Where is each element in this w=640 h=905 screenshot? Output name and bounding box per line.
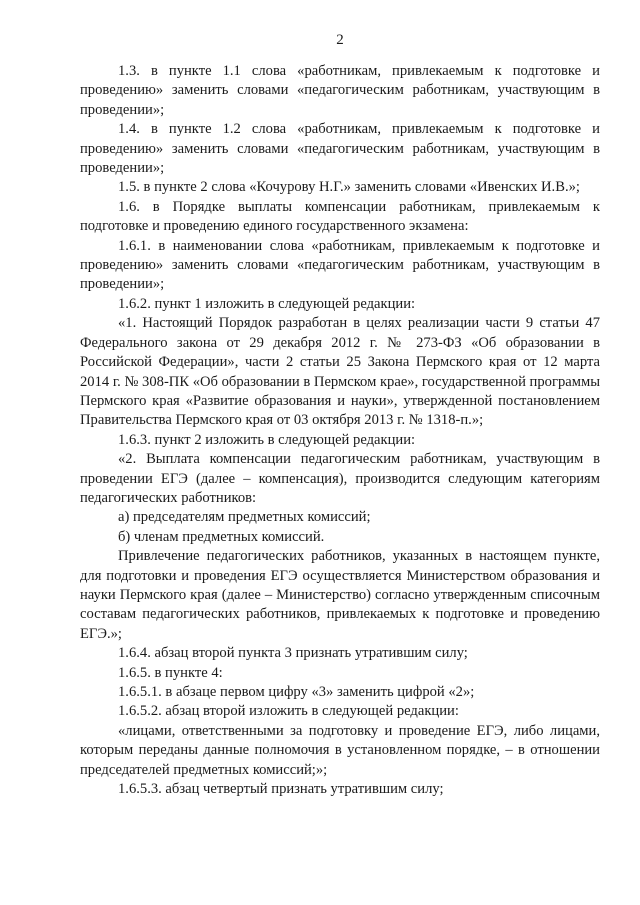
paragraph-1-5: 1.5. в пункте 2 слова «Кочурову Н.Г.» заменить словами «Ивенских И.В.»; (118, 179, 580, 196)
paragraph-1-6-5-3: 1.6.5.3. абзац четвертый признать утратившим силу; (118, 781, 444, 798)
paragraph-1-6: 1.6. в Порядке выплаты компенсации работникам, привлекаемым к подготовке и проведению единого государственного экзамена: (80, 198, 600, 235)
document-body (80, 62, 600, 799)
paragraph-1-6-4: 1.6.4. абзац второй пункта 3 признать утратившим силу; (118, 645, 468, 662)
paragraph-1-6-3: 1.6.3. пункт 2 изложить в следующей редакции: (118, 431, 416, 448)
paragraph-1-4: 1.4. в пункте 1.2 слова «работникам, привлекаемым к подготовке и проведению» заменить словами «педагогическим работникам, участвующим в проведении»; (80, 121, 600, 177)
paragraph-item-b: б) членам предметных комиссий. (118, 528, 325, 545)
page-number: 2 (336, 32, 344, 48)
document-page (80, 30, 600, 799)
paragraph-1-6-2: 1.6.2. пункт 1 изложить в следующей редакции: (118, 295, 416, 312)
paragraph-point-2-text: «2. Выплата компенсации педагогическим работникам, участвующим в проведении ЕГЭ (далее – компенсация), производится следующим категориям педагогических работников: (80, 451, 600, 506)
paragraph-involvement: Привлечение педагогических работников, указанных в настоящем пункте, для подготовки и проведения ЕГЭ осуществляется Министерством образования и науки Пермского края (далее – Министерство) согласно утвержденным списочным составам педагогических работников, привлекаемых к подготовке и проведению ЕГЭ.»; (80, 548, 600, 642)
paragraph-1-6-5: 1.6.5. в пункте 4: (118, 664, 223, 681)
paragraph-point-1-text: «1. Настоящий Порядок разработан в целях реализации части 9 статьи 47 Федерального закона от 29 декабря 2012 г. № 273-ФЗ «Об образовании в Российской Федерации», части 2 статьи 25 Закона Пермского края от 12 марта 2014 г. № 308-ПК «Об образовании в Пермском крае», государственной программы Пермского края «Развитие образования и науки», утвержденной постановлением Правительства Пермского края от 03 октября 2013 г. № 1318-п.»; (80, 315, 600, 429)
paragraph-1-6-1: 1.6.1. в наименовании слова «работникам, привлекаемым к подготовке и проведению» заменить словами «педагогическим работникам, участвующим в проведении»; (80, 237, 600, 293)
paragraph-persons-responsible: «лицами, ответственными за подготовку и проведение ЕГЭ, либо лицами, которым переданы данные полномочия в установленном порядке, – в отношении председателей предметных комиссий;»; (80, 722, 600, 778)
paragraph-1-6-5-1: 1.6.5.1. в абзаце первом цифру «3» заменить цифрой «2»; (118, 684, 475, 700)
paragraph-1-3: 1.3. в пункте 1.1 слова «работникам, привлекаемым к подготовке и проведению» заменить словами «педагогическим работникам, участвующим в проведении»; (80, 63, 600, 118)
paragraph-item-a: а) председателям предметных комиссий; (118, 509, 371, 526)
paragraph-1-6-5-2: 1.6.5.2. абзац второй изложить в следующей редакции: (118, 703, 459, 720)
